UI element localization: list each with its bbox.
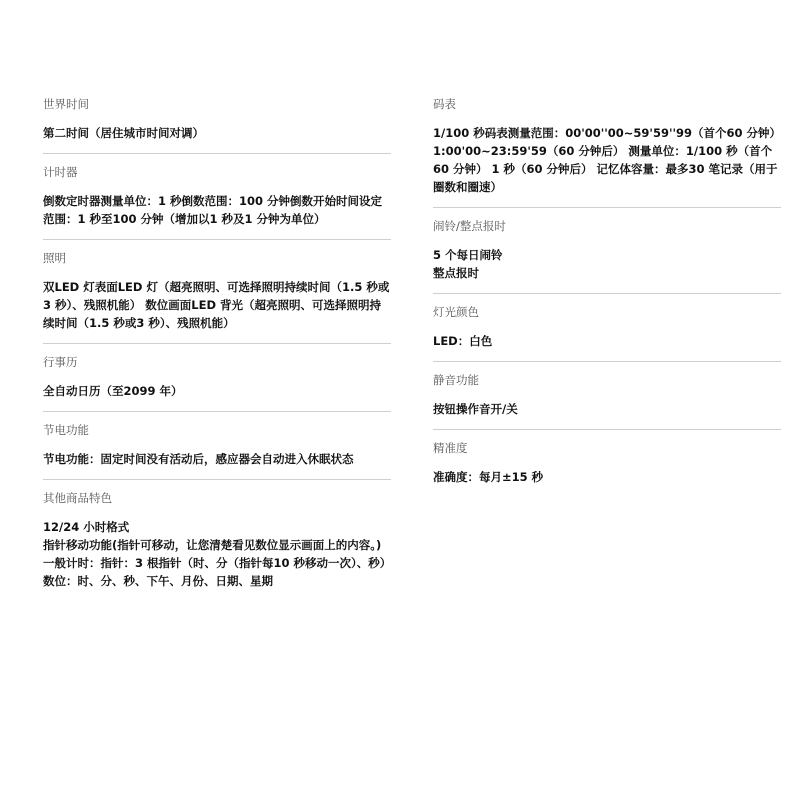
spec-value [43, 382, 391, 400]
spec-label: 闹铃/整点报时 [433, 219, 506, 233]
spec-value [43, 450, 391, 468]
spec-value [433, 332, 781, 350]
spec-value-line: 指针移动功能(指针可移动，让您清楚看见数位显示画面上的内容。) [43, 538, 382, 552]
spec-value-line: 一般计时：指针：3 根指针（时、分（指针每10 秒移动一次）、秒）数位：时、分、秒、下午、月份、日期、星期 [43, 556, 386, 588]
spec-value-line: LED：白色 [433, 334, 493, 348]
spec-light-color [433, 294, 781, 362]
spec-value-line: 按钮操作音开/关 [433, 402, 518, 416]
left-spec-column [43, 86, 391, 601]
spec-value-line: 双LED 灯表面LED 灯（超亮照明、可选择照明持续时间（1.5 秒或3 秒）、残照机能） 数位画面LED 背光（超亮照明、可选择照明持续时间（1.5 秒或3 秒）、残照机能） [43, 280, 390, 330]
spec-value-line: 第二时间（居住城市时间对调） [43, 126, 204, 140]
right-spec-column [433, 86, 781, 497]
spec-timer [43, 154, 391, 240]
spec-label: 码表 [433, 97, 456, 111]
spec-value-line: 1/100 秒码表测量范围：00'00''00~59'59''99（首个60 分钟）1:00'00~23:59'59（60 分钟后） 测量单位：1/100 秒（首个60 分钟） 1 秒（60 分钟后） 记忆体容量：最多30 笔记录（用于圈数和圈速） [433, 126, 781, 194]
spec-value-line: 12/24 小时格式 [43, 520, 130, 534]
spec-value-line: 整点报时 [433, 266, 479, 280]
spec-value [433, 468, 781, 486]
spec-illumination [43, 240, 391, 344]
spec-value [43, 518, 391, 590]
spec-accuracy [433, 430, 781, 497]
spec-label: 世界时间 [43, 97, 89, 111]
spec-value [433, 400, 781, 418]
spec-power-saving [43, 412, 391, 480]
spec-value-line: 准确度：每月±15 秒 [433, 470, 544, 484]
spec-value [433, 124, 781, 196]
spec-value [43, 124, 391, 142]
spec-label: 行事历 [43, 355, 78, 369]
spec-label: 其他商品特色 [43, 491, 112, 505]
spec-value [433, 246, 781, 282]
spec-value [43, 278, 391, 332]
spec-calendar [43, 344, 391, 412]
spec-label: 静音功能 [433, 373, 479, 387]
spec-value-line: 倒数定时器测量单位：1 秒倒数范围：100 分钟倒数开始时间设定范围：1 秒至100 分钟（增加以1 秒及1 分钟为单位） [43, 194, 383, 226]
spec-value-line: 5 个每日闹铃 [433, 248, 503, 262]
spec-value-line: 全自动日历（至2099 年） [43, 384, 183, 398]
spec-other-features [43, 480, 391, 601]
spec-stopwatch [433, 86, 781, 208]
spec-label: 灯光颜色 [433, 305, 479, 319]
spec-label: 照明 [43, 251, 66, 265]
spec-mute [433, 362, 781, 430]
spec-world-time [43, 86, 391, 154]
spec-value [43, 192, 391, 228]
spec-label: 计时器 [43, 165, 78, 179]
spec-value-line: 节电功能：固定时间没有活动后，感应器会自动进入休眠状态 [43, 452, 354, 466]
spec-label: 节电功能 [43, 423, 89, 437]
spec-label: 精准度 [433, 441, 468, 455]
spec-alarm [433, 208, 781, 294]
